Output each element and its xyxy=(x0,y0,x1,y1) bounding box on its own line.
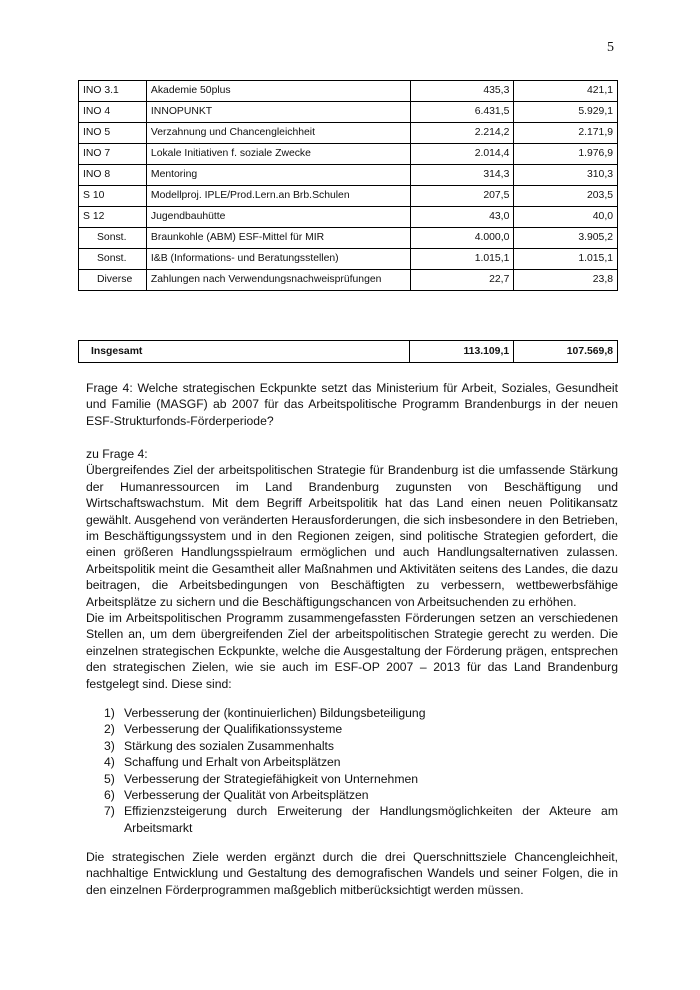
page-number: 5 xyxy=(607,40,614,55)
goal-number: 1) xyxy=(104,706,115,720)
goal-text: Schaffung und Erhalt von Arbeitsplätzen xyxy=(124,755,341,770)
table-row xyxy=(79,207,618,228)
table-row xyxy=(79,81,618,102)
question-text: Frage 4: Welche strategischen Eckpunkte setzt das Ministerium für Arbeit, Soziales, Gesundheit und Familie (MASGF) ab 2007 für das Arbeitspolitische Programm Brandenburgs in der neuen ESF-Strukturfonds-Förderperiode? xyxy=(86,381,618,428)
goal-item xyxy=(104,771,618,787)
row-code: INO 5 xyxy=(79,123,147,144)
answer-label: zu Frage 4: xyxy=(86,447,148,461)
table-row xyxy=(79,144,618,165)
row-value-2: 1.976,9 xyxy=(514,144,618,165)
answer-block xyxy=(86,446,618,692)
goal-number: 6) xyxy=(104,788,115,803)
row-code: INO 4 xyxy=(79,102,147,123)
row-value-1: 207,5 xyxy=(410,186,514,207)
row-value-1: 2.214,2 xyxy=(410,123,514,144)
row-value-1: 1.015,1 xyxy=(410,249,514,270)
row-code: S 12 xyxy=(79,207,147,228)
closing-block xyxy=(86,849,618,898)
funding-table-body xyxy=(79,81,618,291)
question-block xyxy=(86,380,618,429)
total-label: Insgesamt xyxy=(79,341,410,363)
answer-paragraph-1: Übergreifendes Ziel der arbeitspolitischen Strategie für Brandenburg ist die umfassende Stärkung der Humanressourcen im Land Brandenburg zugunsten von Beschäftigung und Wirtschaftswachstum. Mit dem Begriff Arbeitspolitik hat das Land einen neuen Politikansatz gewählt. Ausgehend von veränderten Herausforderungen, die sich insbesondere in den Betrieben, im Beschäftigungssystem und in den Regionen zeigen, sind politische Strategien gefordert, die einen größeren Handlungsspielraum ermöglichen und auch Handlungsalternativen zulassen. Arbeitspolitik meint die Gesamtheit aller Maßnahmen und Aktivitäten seitens des Landes, die dazu beitragen, die Arbeitsbedingungen von Beschäftigten zu verbessern, wettbewerbsfähige Arbeitsplätze zu sichern und die Beschäftigungschancen von Arbeitsuchenden zu erhöhen. xyxy=(86,463,618,609)
row-value-1: 22,7 xyxy=(410,270,514,291)
row-code: Sonst. xyxy=(79,249,147,270)
row-code: Diverse xyxy=(79,270,147,291)
goal-text: Verbesserung der Qualität von Arbeitsplätzen xyxy=(124,788,369,803)
row-description: INNOPUNKT xyxy=(146,102,410,123)
goal-number: 5) xyxy=(104,771,115,786)
row-value-1: 314,3 xyxy=(410,165,514,186)
row-value-2: 40,0 xyxy=(514,207,618,228)
goal-number: 2) xyxy=(104,722,115,737)
row-code: INO 8 xyxy=(79,165,147,186)
closing-paragraph: Die strategischen Ziele werden ergänzt durch die drei Querschnittsziele Chancengleichheit, nachhaltige Entwicklung und Gestaltung des demografischen Wandels und seiner Folgen, die in den einzelnen Förderprogrammen maßgeblich mitberücksichtigt werden müssen. xyxy=(86,850,618,897)
goal-number: 7) xyxy=(104,804,115,819)
row-code: INO 3.1 xyxy=(79,81,147,102)
row-value-2: 23,8 xyxy=(514,270,618,291)
row-description: Verzahnung und Chancengleichheit xyxy=(146,123,410,144)
row-description: Modellproj. IPLE/Prod.Lern.an Brb.Schulen xyxy=(146,186,410,207)
goal-item xyxy=(104,721,618,737)
row-code: Sonst. xyxy=(79,228,147,249)
row-value-2: 421,1 xyxy=(514,81,618,102)
goal-text: Verbesserung der Strategiefähigkeit von Unternehmen xyxy=(124,771,419,786)
goal-item xyxy=(104,803,618,836)
goal-text: Stärkung des sozialen Zusammenhalts xyxy=(124,738,335,753)
row-description: Akademie 50plus xyxy=(146,81,410,102)
goal-item xyxy=(104,738,618,754)
goal-item xyxy=(104,754,618,770)
total-table xyxy=(78,340,618,363)
goal-number: 4) xyxy=(104,755,115,770)
goal-text: Effizienzsteigerung durch Erweiterung der Handlungsmöglichkeiten der Akteure am Arbeitsmarkt xyxy=(124,804,618,835)
row-code: S 10 xyxy=(79,186,147,207)
row-description: Zahlungen nach Verwendungsnachweisprüfungen xyxy=(146,270,410,291)
table-row xyxy=(79,228,618,249)
total-value-1: 113.109,1 xyxy=(410,341,514,363)
table-row xyxy=(79,186,618,207)
goal-item xyxy=(104,787,618,803)
table-row xyxy=(79,270,618,291)
row-description: Lokale Initiativen f. soziale Zwecke xyxy=(146,144,410,165)
goal-number: 3) xyxy=(104,738,115,753)
row-value-2: 1.015,1 xyxy=(514,249,618,270)
row-value-1: 2.014,4 xyxy=(410,144,514,165)
total-row xyxy=(79,341,618,363)
row-value-2: 5.929,1 xyxy=(514,102,618,123)
goal-text: Verbesserung der Qualifikationssysteme xyxy=(124,722,343,737)
row-value-1: 4.000,0 xyxy=(410,228,514,249)
table-row xyxy=(79,249,618,270)
row-description: Mentoring xyxy=(146,165,410,186)
row-value-2: 203,5 xyxy=(514,186,618,207)
row-value-2: 3.905,2 xyxy=(514,228,618,249)
row-value-1: 6.431,5 xyxy=(410,102,514,123)
row-value-1: 43,0 xyxy=(410,207,514,228)
row-value-2: 2.171,9 xyxy=(514,123,618,144)
total-value-2: 107.569,8 xyxy=(514,341,618,363)
row-description: Jugendbauhütte xyxy=(146,207,410,228)
table-row xyxy=(79,123,618,144)
row-code: INO 7 xyxy=(79,144,147,165)
goal-item xyxy=(104,705,618,721)
answer-paragraph-2: Die im Arbeitspolitischen Programm zusammengefassten Förderungen setzen an verschiedenen Stellen an, um dem übergreifenden Ziel der arbeitspolitischen Strategie gerecht zu werden. Die einzelnen strategischen Eckpunkte, welche die Ausgestaltung der Förderung prägen, entsprechen den strategischen Zielen, wie sie auch im ESF-OP 2007 – 2013 für das Land Brandenburg festgelegt sind. Diese sind: xyxy=(86,611,618,691)
goal-text: Verbesserung der (kontinuierlichen) Bildungsbeteiligung xyxy=(124,706,426,720)
table-row xyxy=(79,102,618,123)
table-row xyxy=(79,165,618,186)
funding-table xyxy=(78,80,618,291)
row-value-1: 435,3 xyxy=(410,81,514,102)
row-description: I&B (Informations- und Beratungsstellen) xyxy=(146,249,410,270)
goals-list xyxy=(104,705,618,836)
row-value-2: 310,3 xyxy=(514,165,618,186)
row-description: Braunkohle (ABM) ESF-Mittel für MIR xyxy=(146,228,410,249)
